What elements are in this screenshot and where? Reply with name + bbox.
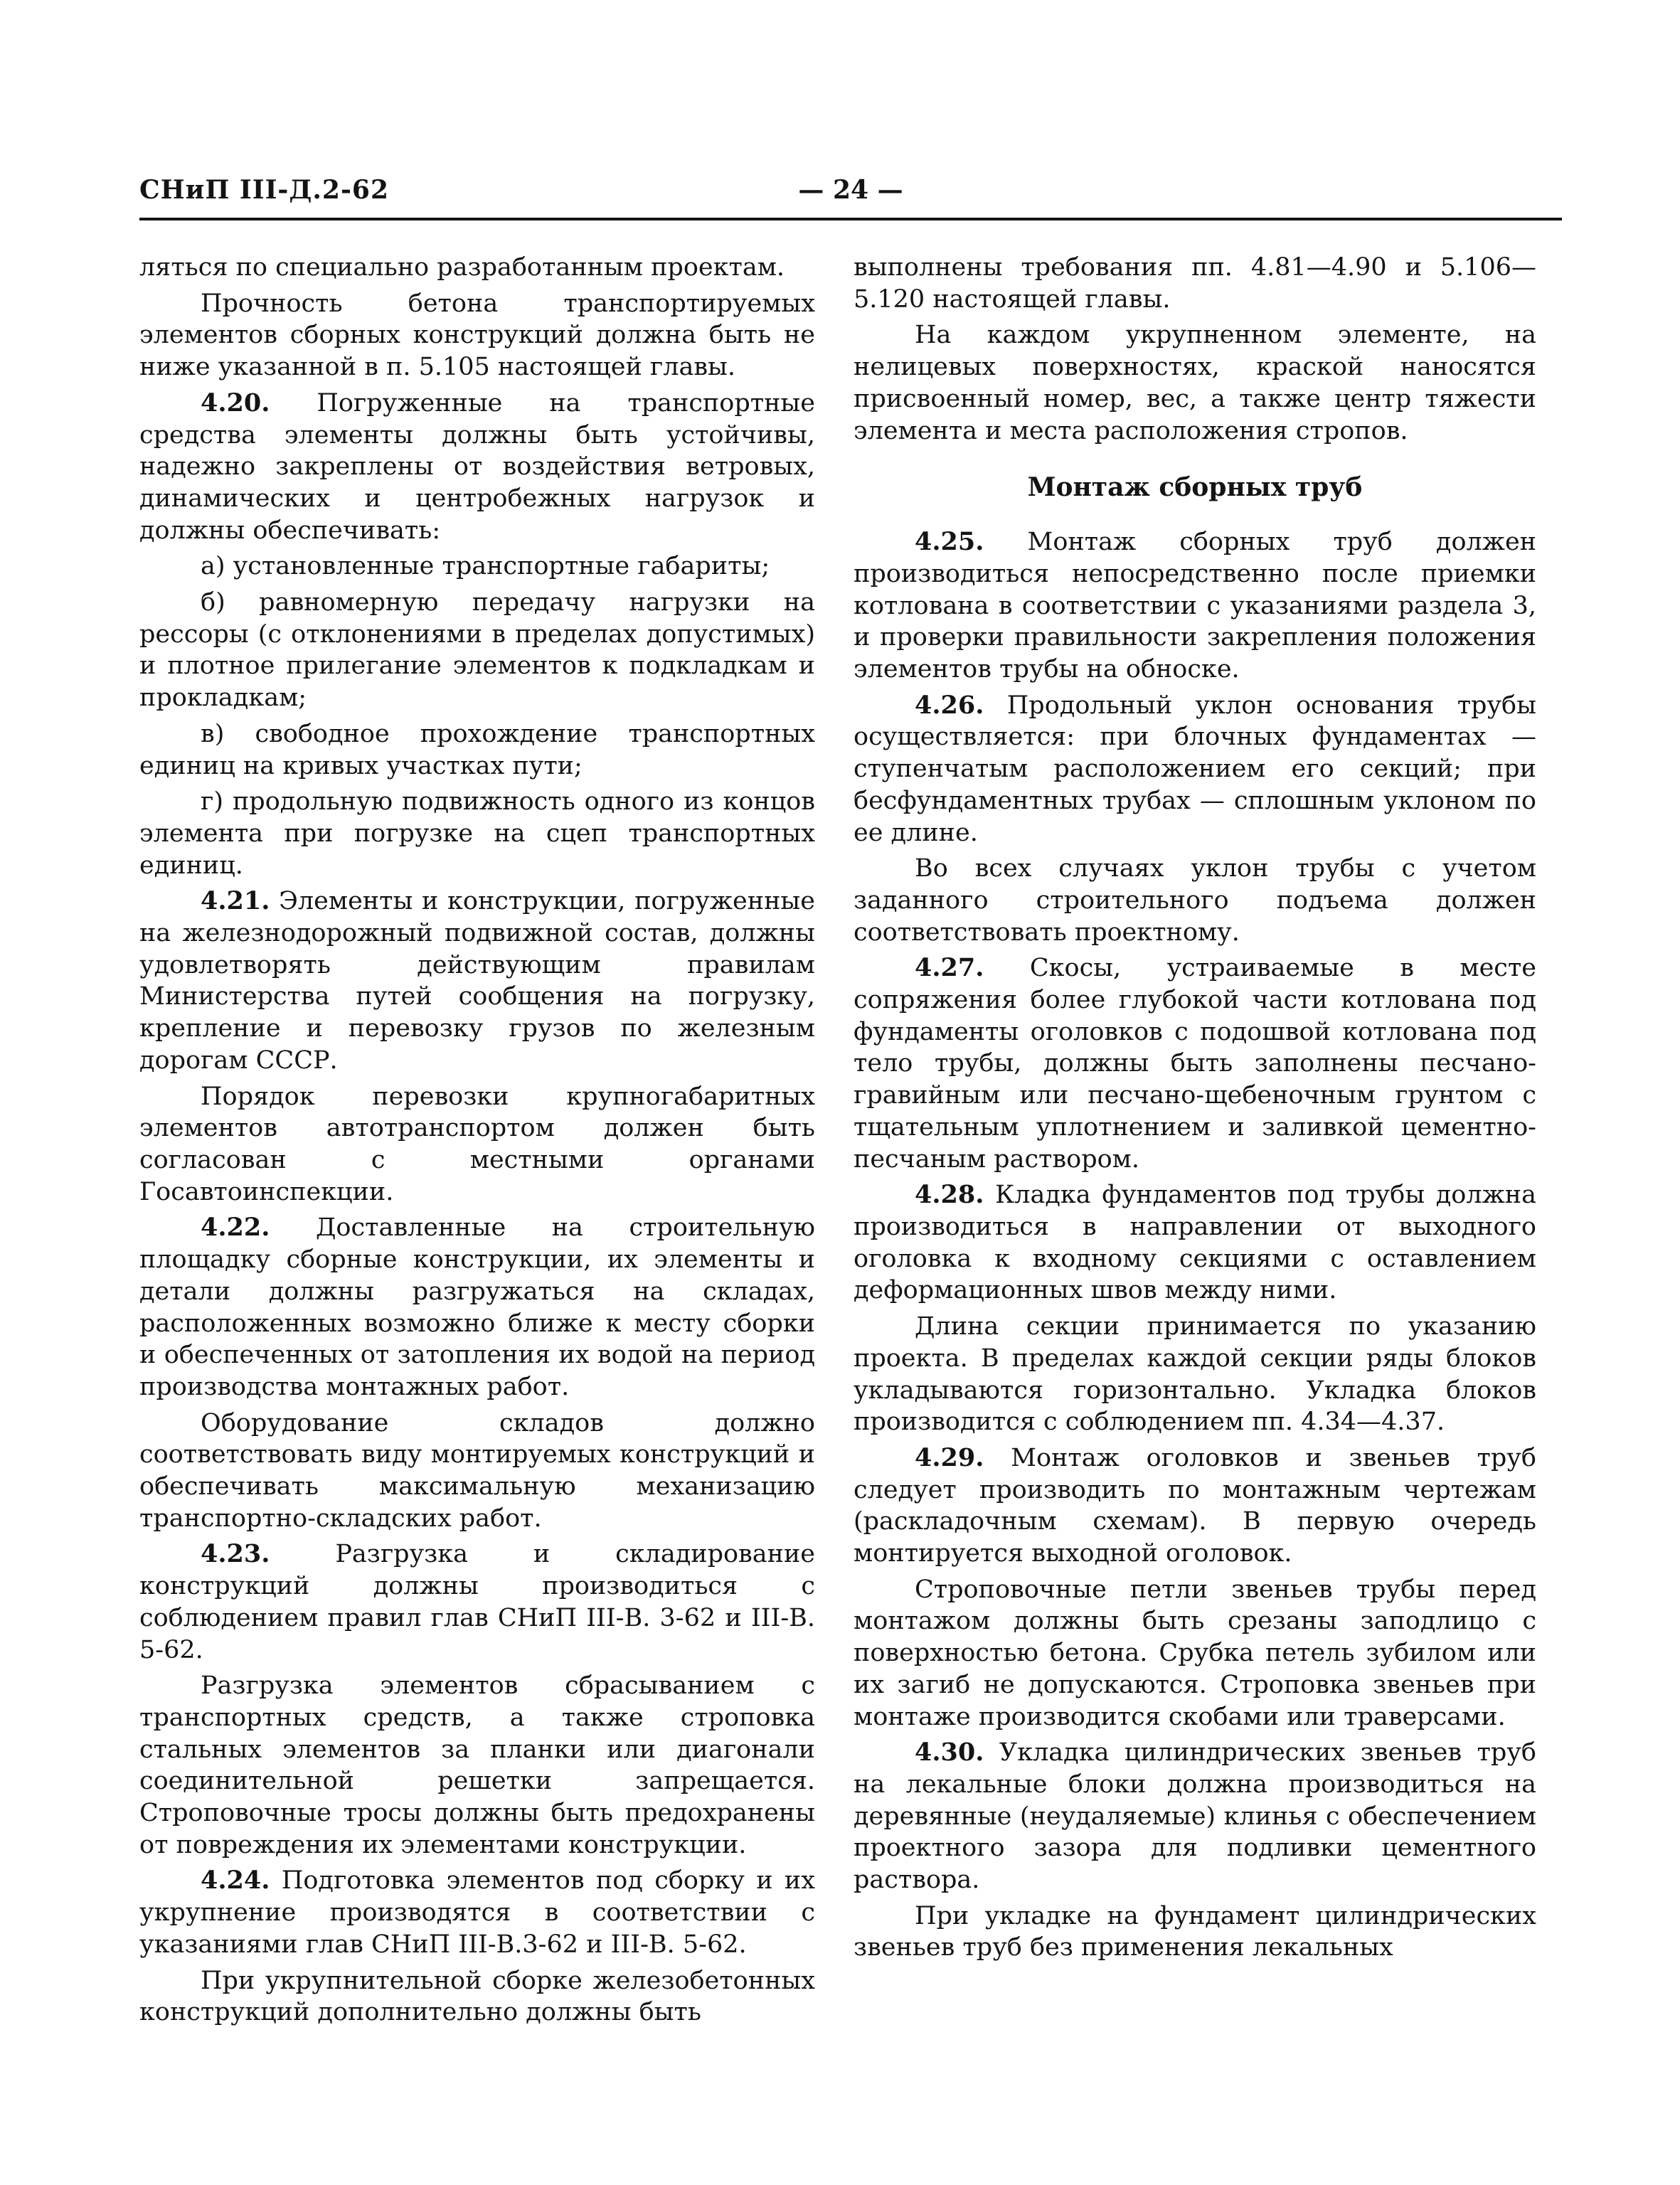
section-title: Монтаж сборных труб — [1027, 472, 1363, 503]
paragraph-text: Продольный уклон основания трубы осуществляется: при блочных фундаментах — ступенчатым расположением его секций; при бесфундаментных трубах — сплошным уклоном по ее длине. — [854, 691, 1536, 847]
paragraph — [139, 718, 815, 782]
paragraph-text: Доставленные на строительную площадку сборные конструкции, их элементы и детали должны разгружаться на складах, расположенных возможно ближе к месту сборки и обеспеченных от затопления их водой на период производства монтажных работ. — [139, 1213, 815, 1401]
paragraph — [854, 1179, 1536, 1307]
paragraph — [854, 252, 1536, 315]
paragraph — [854, 1737, 1536, 1896]
paragraph — [139, 1965, 815, 2029]
paragraph-text: а) установленные транспортные габариты; — [201, 552, 770, 581]
paragraph — [139, 288, 815, 383]
paragraph — [139, 886, 815, 1076]
paragraph — [139, 1670, 815, 1861]
document-code: СНиП III-Д.2-62 — [139, 175, 389, 205]
paragraph — [854, 1311, 1536, 1438]
clause-number: 4.24. — [201, 1866, 270, 1896]
paragraph — [139, 786, 815, 881]
paragraph — [139, 252, 815, 284]
paragraph — [854, 853, 1536, 948]
header-rule — [139, 218, 1562, 220]
clause-number: 4.25. — [915, 527, 984, 557]
paragraph — [854, 952, 1536, 1175]
paragraph-text: Разгрузка элементов сбрасыванием с транспортных средств, а также строповка стальных элементов за планки или диагонали соединительной решетки запрещается. Строповочные тросы должны быть предохранены от повреждения их элементами конструкции. — [139, 1671, 815, 1859]
clause-number: 4.28. — [915, 1180, 984, 1210]
paragraph — [854, 319, 1536, 447]
paragraph-text: Монтаж сборных труб должен производиться непосредственно после приемки котлована в соответствии с указаниями раздела 3, и проверки правильности закрепления положения элементов трубы на обноске. — [854, 528, 1536, 684]
page-number: — 24 — — [798, 175, 903, 205]
page-header — [139, 175, 1562, 220]
paragraph-text: На каждом укрупненном элементе, на нелицевых поверхностях, краской наносятся присвоенный номер, вес, а также центр тяжести элемента и места расположения стропов. — [854, 321, 1536, 445]
paragraph — [139, 1865, 815, 1960]
paragraph-text: Монтаж оголовков и звеньев труб следует производить по монтажным чертежам (раскладочным схемам). В первую очередь монтируется выходной оголовок. — [854, 1443, 1536, 1568]
paragraph-text: Прочность бетона транспортируемых элементов сборных конструкций должна быть не ниже указанной в п. 5.105 настоящей главы. — [139, 289, 815, 382]
clause-number: 4.21. — [201, 886, 270, 916]
paragraph — [854, 690, 1536, 849]
left-column — [139, 252, 815, 2033]
paragraph — [854, 1900, 1536, 1964]
right-column — [854, 252, 1536, 1968]
paragraph — [139, 587, 815, 714]
clause-number: 4.27. — [915, 953, 984, 983]
clause-number: 4.30. — [915, 1738, 984, 1767]
clause-number: 4.26. — [915, 690, 984, 720]
paragraph-text: При укрупнительной сборке железобетонных конструкций дополнительно должны быть — [139, 1966, 815, 2027]
paragraph-text: в) свободное прохождение транспортных единиц на кривых участках пути; — [139, 719, 815, 780]
paragraph — [854, 1574, 1536, 1733]
paragraph-text: Во всех случаях уклон трубы с учетом заданного строительного подъема должен соответствовать проектному. — [854, 854, 1536, 947]
paragraph — [139, 388, 815, 547]
paragraph-text: Укладка цилиндрических звеньев труб на лекальные блоки должна производиться на деревянные (неудаляемые) клинья с обеспечением проектного зазора для подливки цементного раствора. — [854, 1738, 1536, 1895]
paragraph — [139, 1408, 815, 1535]
paragraph — [854, 526, 1536, 686]
paragraph — [139, 1081, 815, 1208]
paragraph-text: б) равномерную передачу нагрузки на рессоры (с отклонениями в пределах допустимых) и плотное прилегание элементов к подкладкам и прокладкам; — [139, 588, 815, 713]
paragraph-text: При укладке на фундамент цилиндрических звеньев труб без применения лекальных — [854, 1901, 1536, 1962]
paragraph-text: Длина секции принимается по указанию проекта. В пределах каждой секции ряды блоков укладываются горизонтально. Укладка блоков производится с соблюдением пп. 4.34—4.37. — [854, 1312, 1536, 1437]
paragraph-text: Подготовка элементов под сборку и их укрупнение производятся в соответствии с указаниями глав СНиП III-В.3-62 и III-В. 5-62. — [139, 1866, 815, 1959]
clause-number: 4.23. — [201, 1539, 270, 1569]
paragraph-text: Порядок перевозки крупногабаритных элементов автотранспортом должен быть согласован с местными органами Госавтоинспекции. — [139, 1082, 815, 1206]
paragraph-text: ляться по специально разработанным проектам. — [139, 253, 785, 282]
paragraph-text: Элементы и конструкции, погруженные на железнодорожный подвижной состав, должны удовлетворять действующим правилам Министерства путей сообщения на погрузку, крепление и перевозку грузов по железным дорогам СССР. — [139, 887, 815, 1075]
paragraph-text: г) продольную подвижность одного из концов элемента при погрузке на сцеп транспортных единиц. — [139, 787, 815, 880]
paragraph — [139, 1212, 815, 1403]
paragraph — [854, 1442, 1536, 1570]
paragraph-text: Погруженные на транспортные средства элементы должны быть устойчивы, надежно закреплены от воздействия ветровых, динамических и центробежных нагрузок и должны обеспечивать: — [139, 388, 815, 545]
clause-number: 4.20. — [201, 388, 270, 418]
paragraph — [139, 1538, 815, 1666]
paragraph-text: Разгрузка и складирование конструкций должны производиться с соблюдением правил глав СНиП III-В. 3-62 и III-В. 5-62. — [139, 1540, 815, 1664]
paragraph-text: Оборудование складов должно соответствовать виду монтируемых конструкций и обеспечивать максимальную механизацию транспортно-складских работ. — [139, 1408, 815, 1533]
paragraph-text: Кладка фундаментов под трубы должна производиться в направлении от выходного оголовка к входному секциями с оставлением деформационных швов между ними. — [854, 1181, 1536, 1305]
clause-number: 4.22. — [201, 1213, 270, 1243]
paragraph-text: Строповочные петли звеньев трубы перед монтажом должны быть срезаны заподлицо с поверхностью бетона. Срубка петель зубилом или их загиб не допускаются. Строповка звеньев при монтаже производится скобами или траверсами. — [854, 1575, 1536, 1731]
paragraph — [139, 551, 815, 583]
clause-number: 4.29. — [915, 1442, 984, 1472]
paragraph-text: Скосы, устраиваемые в месте сопряжения более глубокой части котлована под фундаменты оголовков с подошвой котлована под тело трубы, должны быть заполнены песчано-гравийным или песчано-щебеночным грунтом с тщательным уплотнением и заливкой цементно-песчаным раствором. — [854, 954, 1536, 1174]
paragraph-text: выполнены требования пп. 4.81—4.90 и 5.106—5.120 настоящей главы. — [854, 253, 1536, 314]
